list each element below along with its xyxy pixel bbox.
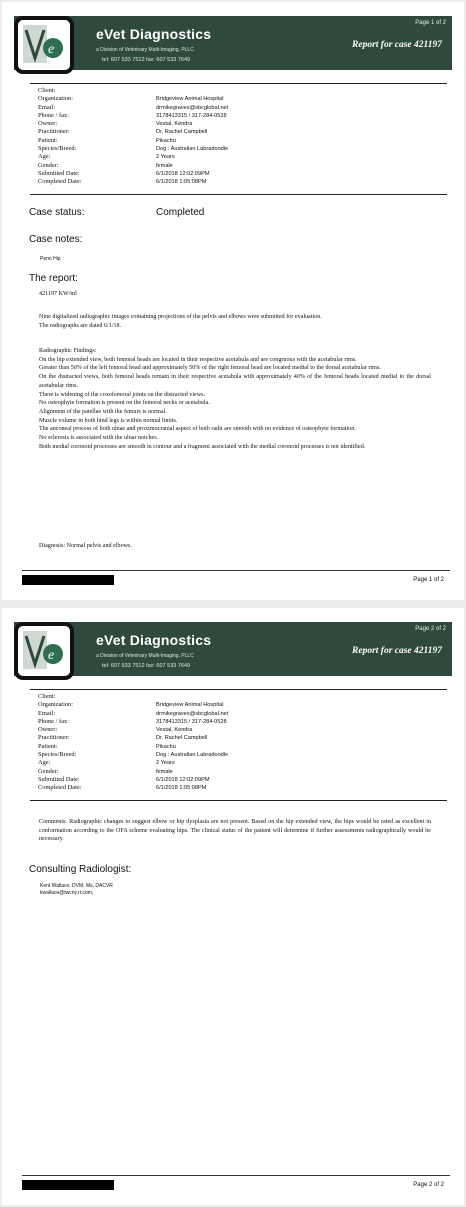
case-notes-label: Case notes: bbox=[29, 234, 83, 245]
info-label: Age: bbox=[38, 153, 51, 161]
info-labels bbox=[38, 87, 81, 187]
info-value bbox=[156, 87, 228, 95]
info-value: Dr. Rachel Campbell bbox=[156, 129, 208, 136]
evet-logo-icon bbox=[14, 16, 74, 74]
info-label: Submitted Date: bbox=[38, 169, 80, 177]
info-value: Pikachu bbox=[156, 137, 176, 144]
report-page-1 bbox=[2, 2, 464, 600]
info-value: 3178413315 / 317-284-0528 bbox=[156, 112, 227, 119]
info-value bbox=[156, 693, 228, 701]
finding-line: Radiographic Findings: bbox=[39, 348, 97, 354]
finding-line: The anconeal process of both ulnae and proximocranial aspect of both radii are smooth with no evidence of osteophyte formation. bbox=[39, 426, 356, 433]
radiologist-name: Kent Wallace, DVM, Ms, DACVR bbox=[40, 883, 113, 889]
info-label: Age: bbox=[38, 759, 51, 767]
info-values bbox=[156, 87, 228, 187]
contact-text: tel: 607 533 7512 fax: 607 533 7649 bbox=[102, 663, 191, 669]
page-number-top: Page 1 of 2 bbox=[415, 20, 446, 26]
evet-logo-icon bbox=[14, 622, 74, 680]
svg-text:e: e bbox=[48, 648, 55, 663]
report-label: The report: bbox=[29, 273, 78, 284]
page-number-top: Page 2 of 2 bbox=[415, 626, 446, 632]
finding-line: On the hip extended view, both femoral heads are located in their respective acetabula and are congruous with the acetabular rims. bbox=[39, 356, 357, 363]
report-page-2 bbox=[2, 608, 464, 1205]
case-info-block bbox=[30, 83, 447, 195]
info-label: Gender: bbox=[38, 767, 59, 775]
brand-name: eVet Diagnostics bbox=[96, 632, 212, 648]
info-value: female bbox=[156, 162, 173, 169]
info-label: Phone / fax: bbox=[38, 717, 69, 725]
footer-divider bbox=[22, 1175, 450, 1176]
info-label: Submitted Date: bbox=[38, 775, 80, 783]
info-label: Email: bbox=[38, 103, 56, 111]
radiographic-findings bbox=[39, 347, 431, 451]
info-label: Practitioner: bbox=[38, 128, 70, 136]
finding-line: Alignment of the patellae with the femurs is normal. bbox=[39, 408, 167, 415]
report-id: 421197 KW/ml bbox=[39, 291, 77, 297]
info-value: Pikachu bbox=[156, 743, 176, 750]
info-value: 6/1/2018 1:05:08PM bbox=[156, 179, 207, 186]
info-value: drmikegraves@sbcglobal.net bbox=[156, 710, 229, 717]
info-value: 2 Years bbox=[156, 154, 175, 161]
info-label: Client: bbox=[38, 87, 56, 94]
page-number-bottom: Page 2 of 2 bbox=[413, 1182, 444, 1188]
radiologist-label: Consulting Radiologist: bbox=[29, 864, 132, 875]
case-status-label: Case status: bbox=[29, 207, 85, 218]
info-value: Dog : Australian Labradoodle bbox=[156, 146, 229, 153]
report-for-case: Report for case 421197 bbox=[352, 646, 442, 656]
info-value: Bridgeview Animal Hospital bbox=[156, 702, 224, 709]
contact-text: tel: 607 533 7512 fax: 607 533 7649 bbox=[102, 57, 191, 63]
case-notes-value: Penn Hip bbox=[40, 256, 61, 262]
info-value: 6/1/2018 12:02:09PM bbox=[156, 170, 210, 177]
info-value: female bbox=[156, 768, 173, 775]
info-value: 2 Years bbox=[156, 760, 175, 767]
finding-line: On the distracted views, both femoral heads remain in their respective acetabula with approximately 40% of the femoral heads located medial to the dorsal acetabular rims. bbox=[39, 374, 431, 389]
redaction-bar bbox=[22, 1180, 114, 1190]
brand-name: eVet Diagnostics bbox=[96, 26, 212, 42]
info-value: Vestal, Kendra bbox=[156, 121, 193, 128]
case-info-block bbox=[30, 689, 447, 801]
info-values bbox=[156, 693, 228, 793]
report-text-line: Nine digitalized radiographic images containing projections of the pelvis and elbows were submitted for evaluation. bbox=[39, 314, 322, 320]
radiologist-email: kwallace@twcny.rr.com, bbox=[40, 890, 94, 896]
info-value: 6/1/2018 1:05:08PM bbox=[156, 785, 207, 792]
report-text-line: The radiographs are dated 6/1/18. bbox=[39, 322, 122, 329]
info-labels bbox=[38, 693, 81, 793]
finding-line: There is widening of the coxofemoral joints on the distracted views. bbox=[39, 391, 206, 398]
info-label: Phone / fax: bbox=[38, 111, 69, 119]
diagnosis: Diagnosis: Normal pelvis and elbows. bbox=[39, 543, 132, 549]
info-label: Owner: bbox=[38, 120, 58, 128]
finding-line: No sclerosis is associated with the ulnar notches. bbox=[39, 435, 159, 442]
info-label: Practitioner: bbox=[38, 734, 70, 742]
page-number-bottom: Page 1 of 2 bbox=[413, 577, 444, 583]
case-status-value: Completed bbox=[156, 207, 205, 218]
header-banner bbox=[14, 622, 452, 676]
info-label: Gender: bbox=[38, 161, 59, 169]
finding-line: Both medial coronoid processes are smooth in contour and a fragment associated with the medial coronoid processes is not identified. bbox=[39, 443, 366, 450]
info-label: Completed Date: bbox=[38, 784, 82, 792]
info-label: Organization: bbox=[38, 701, 74, 709]
info-value: Bridgeview Animal Hospital bbox=[156, 96, 224, 103]
info-value: 3178413315 / 317-284-0528 bbox=[156, 718, 227, 725]
info-label: Email: bbox=[38, 709, 56, 717]
division-text: a Division of Veterinary Multi-Imaging, PLLC bbox=[96, 653, 194, 659]
report-intro bbox=[39, 313, 431, 330]
info-value: drmikegraves@sbcglobal.net bbox=[156, 104, 229, 111]
info-label: Species/Breed: bbox=[38, 751, 77, 759]
finding-line: No osteophyte formation is present on the femoral necks or acetabula. bbox=[39, 400, 210, 407]
division-text: a Division of Veterinary Multi-Imaging, PLLC bbox=[96, 47, 194, 53]
info-value: Vestal, Kendra bbox=[156, 727, 193, 734]
info-label: Owner: bbox=[38, 726, 58, 734]
info-label: Patient: bbox=[38, 136, 58, 144]
finding-line: Muscle volume in both hind legs is within normal limits. bbox=[39, 417, 178, 424]
finding-line: Greater than 50% of the left femoral head and approximately 50% of the right femoral head are located medial to the dorsal acetabular rims. bbox=[39, 365, 381, 372]
info-value: Dog : Australian Labradoodle bbox=[156, 752, 229, 759]
info-label: Species/Breed: bbox=[38, 145, 77, 153]
report-for-case: Report for case 421197 bbox=[352, 40, 442, 50]
header-banner bbox=[14, 16, 452, 70]
info-label: Client: bbox=[38, 693, 56, 700]
info-value: 6/1/2018 12:02:09PM bbox=[156, 776, 210, 783]
info-value: Dr. Rachel Campbell bbox=[156, 735, 208, 742]
info-label: Patient: bbox=[38, 742, 58, 750]
comments: Comments: Radiographic changes to suggest elbow or hip dysplasia are not present. Based on the hip extended view, the hips would be rated as excellent in conformation according to the OFA scheme evaluating hips. The clinical status of the patient will determine if further assessments radiographically would be necessary. bbox=[39, 819, 431, 843]
info-label: Completed Date: bbox=[38, 178, 82, 186]
footer-divider bbox=[22, 570, 450, 571]
info-label: Organization: bbox=[38, 95, 74, 103]
svg-text:e: e bbox=[48, 42, 55, 57]
redaction-bar bbox=[22, 575, 114, 585]
